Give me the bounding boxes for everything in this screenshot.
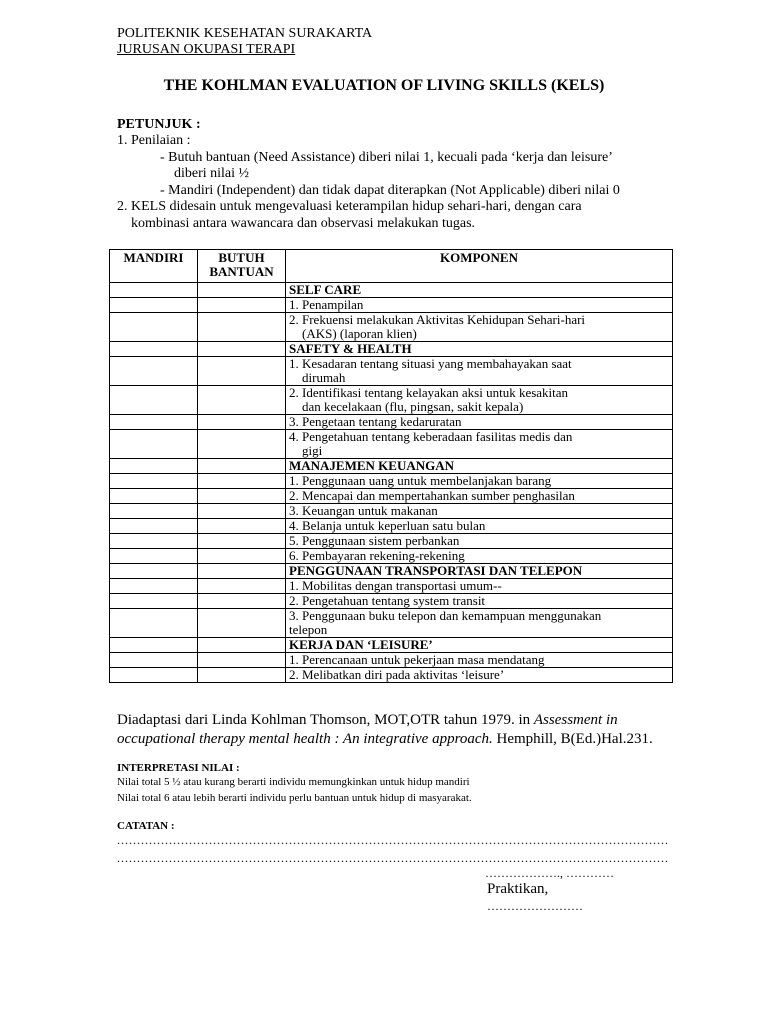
component-text: 2. Mencapai dan mempertahankan sumber penghasilan: [289, 488, 575, 503]
component-item: [286, 594, 673, 609]
table-row: [110, 430, 673, 459]
instruction-item-1b: - Mandiri (Independent) dan tidak dapat diterapkan (Not Applicable) diberi nilai 0: [160, 183, 620, 198]
section-title: [286, 283, 673, 298]
table-row: [110, 668, 673, 683]
component-item: [286, 534, 673, 549]
citation-suffix: Hemphill, B(Ed.)Hal.231.: [492, 731, 653, 747]
instruction-item-1: 1. Penilaian :: [117, 133, 191, 148]
mandiri-score-cell[interactable]: [110, 283, 198, 298]
component-text: 2. Pengetahuan tentang system transit: [289, 593, 486, 608]
butuh-bantuan-score-cell[interactable]: [198, 638, 286, 653]
component-text: 2. Identifikasi tentang kelayakan aksi untuk kesakitan: [289, 385, 569, 400]
component-text: PENGGUNAAN TRANSPORTASI DAN TELEPON: [289, 563, 583, 578]
mandiri-score-cell[interactable]: [110, 298, 198, 313]
component-text: SELF CARE: [289, 282, 362, 297]
instruction-item-2: 2. KELS didesain untuk mengevaluasi keterampilan hidup sehari-hari, dengan cara: [117, 199, 582, 214]
table-row: [110, 489, 673, 504]
mandiri-score-cell[interactable]: [110, 549, 198, 564]
section-title: [286, 564, 673, 579]
notes-heading: CATATAN :: [117, 820, 175, 832]
component-item: [286, 504, 673, 519]
citation-prefix: Diadaptasi dari Linda Kohlman Thomson, MOT,OTR tahun 1979. in: [117, 712, 534, 728]
table-row: [110, 653, 673, 668]
butuh-bantuan-score-cell[interactable]: [198, 489, 286, 504]
praktikan-label: Praktikan,: [487, 881, 549, 897]
instructions-heading: PETUNJUK :: [117, 117, 201, 132]
butuh-bantuan-score-cell[interactable]: [198, 519, 286, 534]
component-text: 1. Kesadaran tentang situasi yang membahayakan saat: [289, 356, 572, 371]
table-row: [110, 594, 673, 609]
column-header-bantuan: BANTUAN: [209, 264, 274, 279]
column-header-komponen: KOMPONEN: [286, 250, 673, 283]
butuh-bantuan-score-cell[interactable]: [198, 668, 286, 683]
mandiri-score-cell[interactable]: [110, 504, 198, 519]
citation: [117, 711, 653, 749]
kels-table-body: [110, 283, 673, 683]
component-text: 1. Penampilan: [289, 297, 364, 312]
mandiri-score-cell[interactable]: [110, 579, 198, 594]
component-text-continued: dan kecelakaan (flu, pingsan, sakit kepala): [302, 399, 524, 414]
component-text-continued: telepon: [289, 622, 328, 637]
section-row: [110, 459, 673, 474]
butuh-bantuan-score-cell[interactable]: [198, 357, 286, 386]
component-item: [286, 386, 673, 415]
mandiri-score-cell[interactable]: [110, 534, 198, 549]
praktikan-signature-line: ……………………: [487, 899, 583, 913]
butuh-bantuan-score-cell[interactable]: [198, 579, 286, 594]
mandiri-score-cell[interactable]: [110, 474, 198, 489]
component-text: KERJA DAN ‘LEISURE’: [289, 637, 433, 652]
butuh-bantuan-score-cell[interactable]: [198, 430, 286, 459]
table-row: [110, 534, 673, 549]
mandiri-score-cell[interactable]: [110, 594, 198, 609]
mandiri-score-cell[interactable]: [110, 430, 198, 459]
component-text: 1. Penggunaan uang untuk membelanjakan barang: [289, 473, 552, 488]
section-row: [110, 564, 673, 579]
component-item: [286, 549, 673, 564]
section-title: [286, 638, 673, 653]
table-row: [110, 298, 673, 313]
mandiri-score-cell[interactable]: [110, 489, 198, 504]
component-text: 3. Penggunaan buku telepon dan kemampuan menggunakan: [289, 608, 602, 623]
butuh-bantuan-score-cell[interactable]: [198, 653, 286, 668]
butuh-bantuan-score-cell[interactable]: [198, 283, 286, 298]
component-item: [286, 668, 673, 683]
butuh-bantuan-score-cell[interactable]: [198, 313, 286, 342]
butuh-bantuan-score-cell[interactable]: [198, 415, 286, 430]
component-item: [286, 298, 673, 313]
notes-line-2: ..........................................................................................................................................: [117, 851, 669, 865]
table-row: [110, 357, 673, 386]
table-row: [110, 519, 673, 534]
interpretation-line-1: Nilai total 5 ½ atau kurang berarti individu memungkinkan untuk hidup mandiri: [117, 776, 470, 788]
institution-name: POLITEKNIK KESEHATAN SURAKARTA: [117, 26, 373, 41]
component-text: 1. Mobilitas dengan transportasi umum--: [289, 578, 502, 593]
component-text: 3. Keuangan untuk makanan: [289, 503, 438, 518]
section-row: [110, 342, 673, 357]
butuh-bantuan-score-cell[interactable]: [198, 459, 286, 474]
mandiri-score-cell[interactable]: [110, 313, 198, 342]
place-date-line: ………………., …………: [485, 866, 614, 880]
butuh-bantuan-score-cell[interactable]: [198, 564, 286, 579]
table-row: [110, 504, 673, 519]
mandiri-score-cell[interactable]: [110, 519, 198, 534]
mandiri-score-cell[interactable]: [110, 609, 198, 638]
table-row: [110, 579, 673, 594]
section-row: [110, 283, 673, 298]
butuh-bantuan-score-cell[interactable]: [198, 594, 286, 609]
component-text: 2. Melibatkan diri pada aktivitas ‘leisure’: [289, 667, 505, 682]
component-text: SAFETY & HEALTH: [289, 341, 412, 356]
kels-table: [109, 249, 673, 683]
mandiri-score-cell[interactable]: [110, 342, 198, 357]
component-item: [286, 430, 673, 459]
citation-book-title-1: Assessment in: [533, 712, 618, 728]
component-item: [286, 653, 673, 668]
table-header-row: [110, 250, 673, 283]
component-item: [286, 489, 673, 504]
component-text: 3. Pengetaan tentang kedaruratan: [289, 414, 462, 429]
butuh-bantuan-score-cell[interactable]: [198, 342, 286, 357]
table-row: [110, 415, 673, 430]
butuh-bantuan-score-cell[interactable]: [198, 504, 286, 519]
mandiri-score-cell[interactable]: [110, 653, 198, 668]
butuh-bantuan-score-cell[interactable]: [198, 609, 286, 638]
component-text: MANAJEMEN KEUANGAN: [289, 458, 455, 473]
instruction-item-1a-cont: diberi nilai ½: [174, 166, 250, 181]
notes-line-1: ..........................................................................................................................................: [117, 833, 669, 847]
component-item: [286, 579, 673, 594]
interpretation-heading: INTERPRETASI NILAI :: [117, 762, 240, 774]
section-row: [110, 638, 673, 653]
section-title: [286, 342, 673, 357]
mandiri-score-cell[interactable]: [110, 668, 198, 683]
mandiri-score-cell[interactable]: [110, 638, 198, 653]
table-row: [110, 386, 673, 415]
mandiri-score-cell[interactable]: [110, 459, 198, 474]
mandiri-score-cell[interactable]: [110, 386, 198, 415]
column-header-mandiri: MANDIRI: [110, 250, 198, 283]
table-row: [110, 474, 673, 489]
mandiri-score-cell[interactable]: [110, 357, 198, 386]
column-header-butuh: BUTUH: [218, 250, 265, 265]
butuh-bantuan-score-cell[interactable]: [198, 549, 286, 564]
instruction-item-2-cont: kombinasi antara wawancara dan observasi melakukan tugas.: [131, 216, 476, 231]
component-text-continued: gigi: [302, 443, 323, 458]
butuh-bantuan-score-cell[interactable]: [198, 474, 286, 489]
component-text: 4. Pengetahuan tentang keberadaan fasilitas medis dan: [289, 429, 573, 444]
component-text-continued: dirumah: [302, 370, 346, 385]
table-row: [110, 549, 673, 564]
component-item: [286, 609, 673, 638]
component-item: [286, 357, 673, 386]
table-row: [110, 609, 673, 638]
section-title: [286, 459, 673, 474]
butuh-bantuan-score-cell[interactable]: [198, 386, 286, 415]
butuh-bantuan-score-cell[interactable]: [198, 534, 286, 549]
component-item: [286, 519, 673, 534]
component-item: [286, 313, 673, 342]
component-text: 6. Pembayaran rekening-rekening: [289, 548, 465, 563]
interpretation-line-2: Nilai total 6 atau lebih berarti individu perlu bantuan untuk hidup di masyarakat.: [117, 792, 472, 804]
component-item: [286, 415, 673, 430]
component-text: 1. Perencanaan untuk pekerjaan masa mendatang: [289, 652, 545, 667]
department-name: JURUSAN OKUPASI TERAPI: [117, 42, 296, 57]
instruction-item-1a: - Butuh bantuan (Need Assistance) diberi nilai 1, kecuali pada ‘kerja dan leisure’: [160, 150, 613, 165]
table-row: [110, 313, 673, 342]
column-header-butuh-bantuan: [198, 250, 286, 283]
citation-book-title-2: occupational therapy mental health : An integrative approach.: [117, 731, 493, 747]
component-text: 4. Belanja untuk keperluan satu bulan: [289, 518, 486, 533]
component-text: 5. Penggunaan sistem perbankan: [289, 533, 460, 548]
component-text-continued: (AKS) (laporan klien): [302, 326, 417, 341]
mandiri-score-cell[interactable]: [110, 564, 198, 579]
butuh-bantuan-score-cell[interactable]: [198, 298, 286, 313]
component-text: 2. Frekuensi melakukan Aktivitas Kehidupan Sehari-hari: [289, 312, 586, 327]
document-title: THE KOHLMAN EVALUATION OF LIVING SKILLS (KELS): [163, 77, 605, 94]
mandiri-score-cell[interactable]: [110, 415, 198, 430]
component-item: [286, 474, 673, 489]
